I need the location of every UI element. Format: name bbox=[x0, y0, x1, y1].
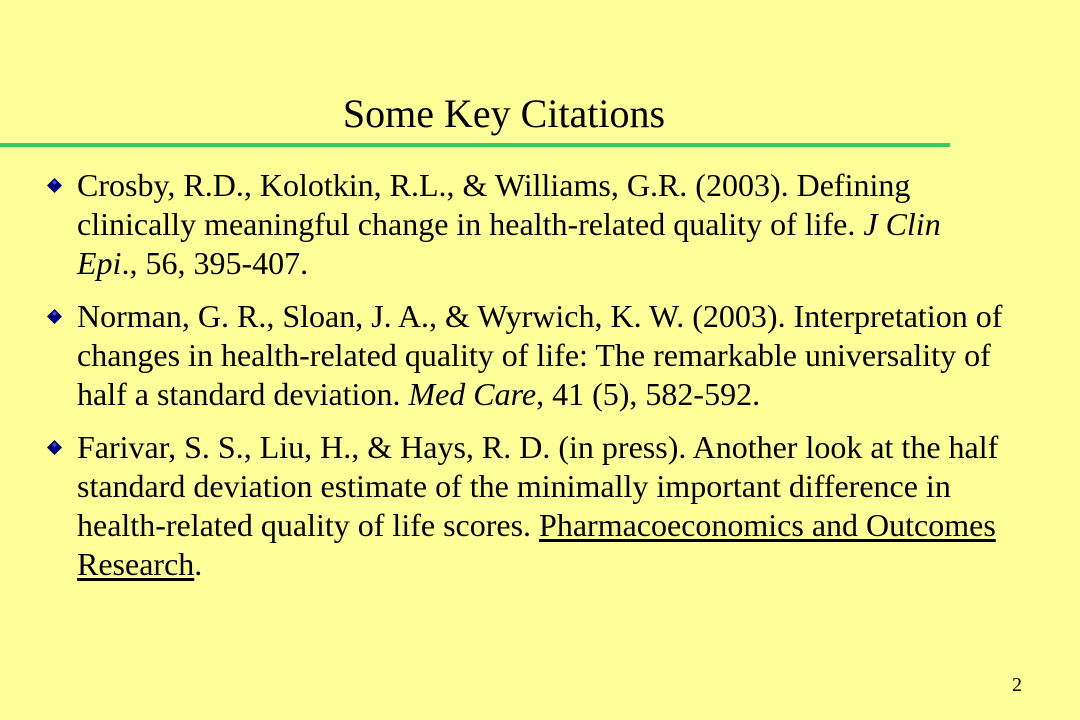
citation-list bbox=[48, 166, 1008, 598]
citation-item bbox=[48, 166, 1008, 283]
citation-item bbox=[48, 297, 1008, 414]
title-underline-rule bbox=[0, 143, 950, 147]
citation-journal: Pharmacoeconomics and Outcomes Research bbox=[77, 507, 996, 582]
citation-details: , 41 (5), 582-592. bbox=[536, 376, 761, 412]
citation-journal: J Clin Epi bbox=[77, 206, 941, 281]
diamond-bullet-icon bbox=[47, 309, 62, 324]
citation-authors-year: Norman, G. R., Sloan, J. A., & Wyrwich, K. W. (2003). bbox=[77, 298, 786, 334]
citation-authors-year: Farivar, S. S., Liu, H., & Hays, R. D. (in press). bbox=[77, 429, 687, 465]
citation-journal: Med Care bbox=[408, 376, 537, 412]
slide-title: Some Key Citations bbox=[342, 91, 666, 136]
citation-authors-year: Crosby, R.D., Kolotkin, R.L., & Williams, G.R. (2003). bbox=[77, 167, 789, 203]
citation-title: Interpretation of changes in health-related quality of life: The remarkable universality of half a standard deviation. bbox=[77, 298, 1003, 412]
citation-details: . bbox=[194, 546, 203, 582]
diamond-bullet-icon bbox=[47, 178, 62, 193]
diamond-bullet-icon bbox=[47, 440, 62, 455]
citation-item bbox=[48, 428, 1008, 584]
citation-details: ., 56, 395-407. bbox=[121, 245, 309, 281]
page-number: 2 bbox=[1012, 674, 1022, 696]
citation-title: Defining clinically meaningful change in health-related quality of life. bbox=[77, 167, 911, 242]
citation-title: Another look at the half standard deviation estimate of the minimally important difference in health-related quality of life scores. bbox=[77, 429, 999, 543]
